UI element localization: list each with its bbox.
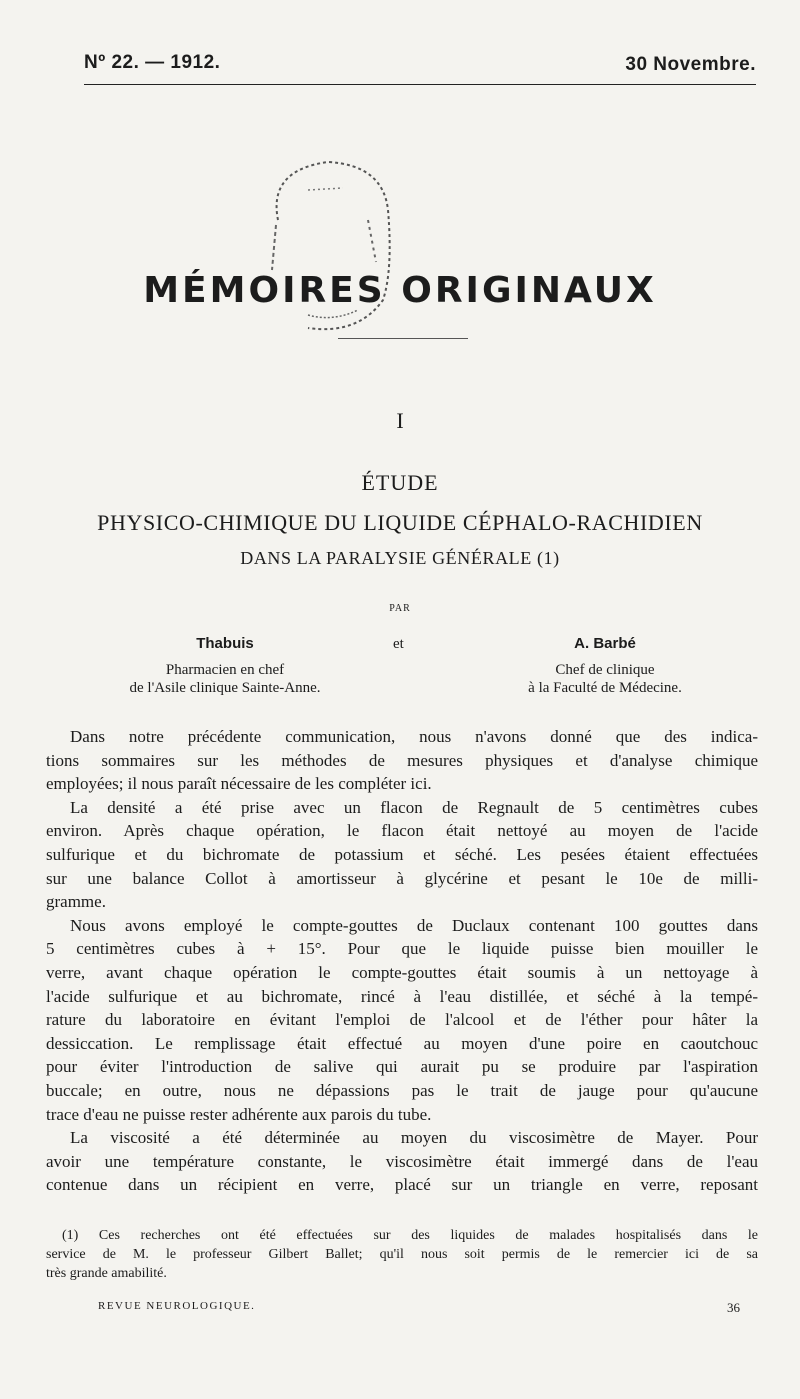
body-line: pour éviter l'introduction de salive qui aurait pu se produire par l'aspiration [46, 1057, 758, 1077]
issue-number: Nº 22. — 1912. [84, 52, 221, 73]
body-line: Dans notre précédente communication, nous n'avons donné que des indica- [70, 727, 758, 746]
body-line: avoir une température constante, le viscosimètre était immergé dans de l'eau [46, 1151, 758, 1171]
author-affiliation: à la Faculté de Médecine. [528, 680, 682, 696]
author-name: A. Barbé [574, 635, 636, 652]
section-title-rule [338, 338, 468, 339]
author-affiliation: de l'Asile clinique Sainte-Anne. [129, 680, 321, 696]
article-title-line-2: PHYSICO-CHIMIQUE DU LIQUIDE CÉPHALO-RACHIDIEN [97, 510, 703, 535]
body-line: dessiccation. Le remplissage était effectué au moyen d'une poire en caoutchouc [46, 1033, 758, 1053]
article-body [46, 725, 758, 1197]
author-name: Thabuis [196, 635, 254, 652]
body-line: La viscosité a été déterminée au moyen du viscosimètre de Mayer. Pour [70, 1128, 758, 1148]
section-title: MÉMOIRES ORIGINAUX [143, 270, 657, 311]
page-header [84, 52, 756, 82]
article-title-line-1: ÉTUDE [361, 470, 439, 495]
body-line: gramme. [46, 892, 106, 912]
author-thabuis [80, 635, 370, 697]
body-line: verre, avant chaque opération le compte-gouttes était soumis à un nettoyage à [46, 962, 758, 982]
journal-name: REVUE NEUROLOGIQUE. [98, 1300, 256, 1312]
footnote-line: très grande amabilité. [46, 1266, 167, 1281]
part-number: I [396, 408, 404, 433]
body-line: sur une balance Collot à amortisseur à glycérine et pesant le 10e de milli- [46, 868, 758, 888]
body-line: tions sommaires sur les méthodes de mesures physiques et d'analyse chimique [46, 750, 758, 770]
body-line: trace d'eau ne puisse rester adhérente aux parois du tube. [46, 1104, 432, 1124]
body-line: employées; il nous paraît nécessaire de les compléter ici. [46, 774, 432, 794]
library-stamp-icon [248, 150, 398, 340]
footnote-line: service de M. le professeur Gilbert Ballet; qu'il nous soit permis de le remercier ici de sa [46, 1247, 758, 1262]
page-number: 36 [727, 1300, 740, 1315]
byline-par: PAR [389, 603, 411, 614]
body-line: La densité a été prise avec un flacon de Regnault de 5 centimètres cubes [70, 797, 758, 817]
body-line: environ. Après chaque opération, le flacon était nettoyé au moyen de l'acide [46, 821, 758, 841]
article-title-line-3: DANS LA PARALYSIE GÉNÉRALE (1) [240, 548, 560, 568]
footnote-line: (1) Ces recherches ont été effectuées sur des liquides de malades hospitalisés dans le [62, 1228, 758, 1243]
body-line: rature du laboratoire en évitant l'emploi de l'alcool et de l'éther pour hâter la [46, 1010, 758, 1030]
author-conjunction: et [393, 636, 404, 652]
body-line: buccale; en outre, nous ne dépassions pas le trait de jauge pour qu'aucune [46, 1080, 758, 1100]
author-affiliation: Pharmacien en chef [165, 662, 285, 678]
footnote [46, 1226, 758, 1283]
body-line: l'acide sulfurique et au bichromate, rincé à l'eau distillée, et séché à la tempé- [46, 986, 758, 1006]
body-line: sulfurique et du bichromate de potassium et séché. Les pesées étaient effectuées [46, 844, 758, 864]
header-rule [84, 84, 756, 85]
author-barbe [470, 635, 740, 697]
issue-date: 30 Novembre. [625, 54, 756, 75]
author-affiliation: Chef de clinique [555, 662, 655, 678]
body-line: contenue dans un récipient en verre, placé sur un triangle en verre, reposant [46, 1175, 758, 1195]
body-line: Nous avons employé le compte-gouttes de Duclaux contenant 100 gouttes dans [70, 915, 758, 935]
body-line: 5 centimètres cubes à + 15°. Pour que le liquide puisse bien mouiller le [46, 939, 758, 959]
